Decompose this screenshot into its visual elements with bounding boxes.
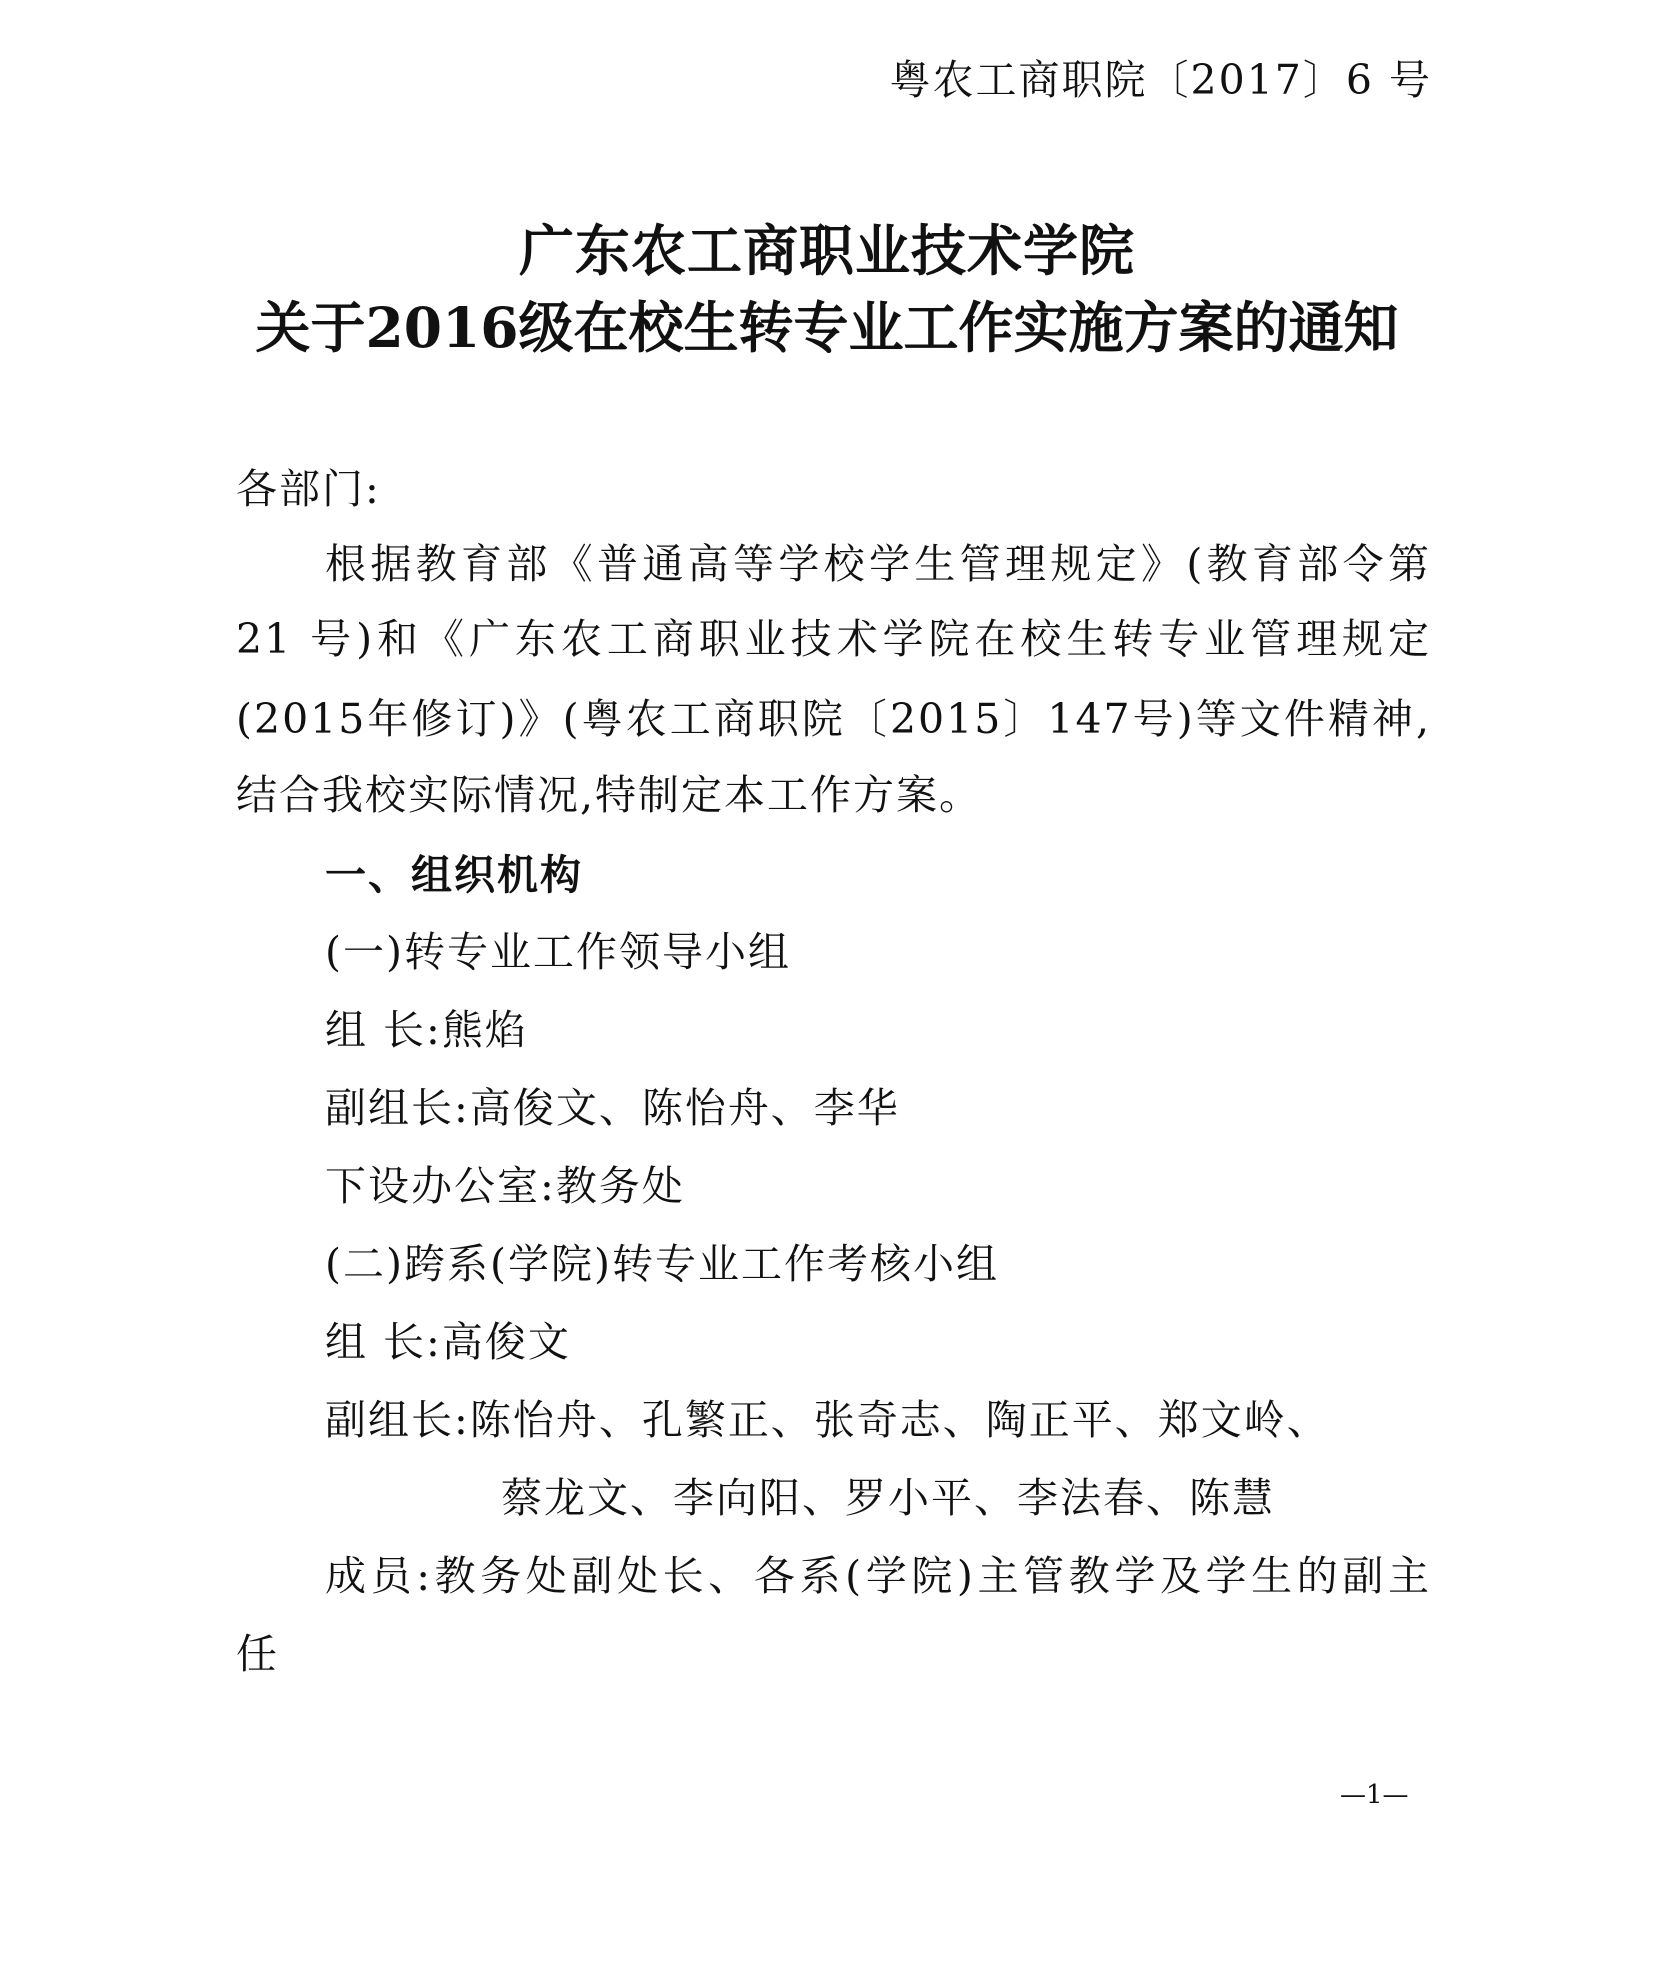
intro-line-3: (2015年修订)》(粤农工商职院〔2015〕147号)等文件精神,: [236, 695, 1431, 743]
subsection-heading-leadership-group: (一)转专业工作领导小组: [325, 928, 791, 976]
assessment-group-members-line-1: 成员:教务处副处长、各系(学院)主管教学及学生的副主: [325, 1552, 1431, 1600]
assessment-group-leader: 组 长:高俊文: [325, 1318, 571, 1366]
section-heading-organization: 一、组织机构: [325, 851, 583, 899]
assessment-group-members-line-2: 任: [236, 1630, 279, 1678]
salutation: 各部门:: [236, 465, 381, 513]
leadership-group-deputy-leaders: 副组长:高俊文、陈怡舟、李华: [325, 1084, 900, 1132]
assessment-group-deputy-leaders-line-2: 蔡龙文、李向阳、罗小平、李法春、陈慧: [501, 1474, 1275, 1522]
intro-line-2: 21 号)和《广东农工商职业技术学院在校生转专业管理规定: [236, 615, 1431, 663]
intro-line-4: 结合我校实际情况,特制定本工作方案。: [236, 771, 983, 819]
leadership-group-office: 下设办公室:教务处: [325, 1162, 685, 1210]
document-title-line-1: 广东农工商职业技术学院: [518, 218, 1135, 283]
assessment-group-deputy-leaders-line-1: 副组长:陈怡舟、孔繁正、张奇志、陶正平、郑文岭、: [325, 1396, 1330, 1444]
document-number: 粤农工商职院〔2017〕6 号: [889, 56, 1432, 104]
page-number: —1—: [1340, 1780, 1409, 1810]
intro-line-1: 根据教育部《普通高等学校学生管理规定》(教育部令第: [325, 540, 1431, 588]
subsection-heading-assessment-group: (二)跨系(学院)转专业工作考核小组: [325, 1240, 999, 1288]
document-title-line-2: 关于2016级在校生转专业工作实施方案的通知: [255, 295, 1399, 360]
leadership-group-leader: 组 长:熊焰: [325, 1006, 528, 1054]
